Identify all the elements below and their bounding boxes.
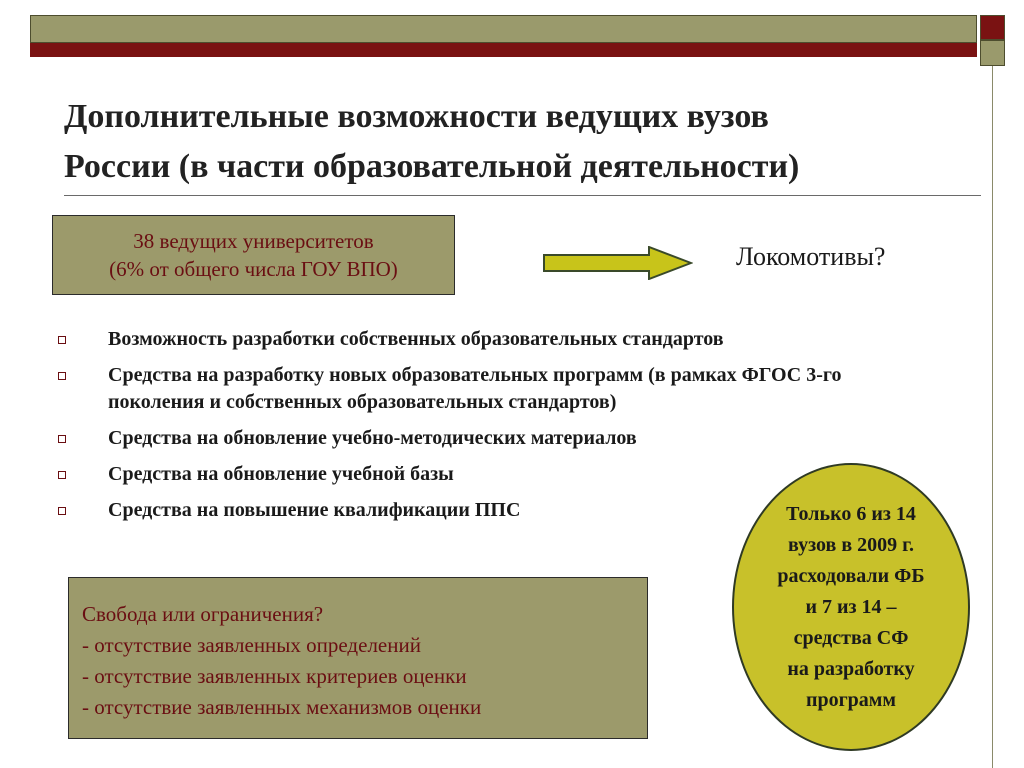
callout-line: средства СФ: [793, 626, 909, 649]
funding-callout-ellipse: [732, 463, 970, 751]
callout-line: на разработку: [787, 657, 915, 680]
hollow-square-bullet-icon: [58, 435, 66, 443]
title-divider: [64, 195, 981, 196]
callout-line: программ: [805, 688, 897, 711]
universities-box: [52, 215, 455, 295]
list-item-text: Средства на повышение квалификации ППС: [108, 499, 521, 521]
list-item: [52, 362, 932, 416]
lokomotivy-label: Локомотивы?: [736, 242, 886, 271]
hollow-square-bullet-icon: [58, 372, 66, 380]
corner-square-maroon: [980, 15, 1005, 40]
top-bar-maroon-stripe: [30, 43, 977, 57]
hollow-square-bullet-icon: [58, 507, 66, 515]
freedom-box-line: - отсутствие заявленных определений: [82, 633, 421, 657]
universities-box-line1: 38 ведущих университетов: [133, 229, 374, 253]
freedom-box-heading: Свобода или ограничения?: [82, 602, 324, 626]
freedom-box-line: - отсутствие заявленных критериев оценки: [82, 664, 467, 688]
top-decorative-bar: [30, 15, 977, 57]
hollow-square-bullet-icon: [58, 336, 66, 344]
list-item: [52, 326, 932, 353]
list-item-text: Возможность разработки собственных образовательных стандартов: [108, 328, 724, 350]
hollow-square-bullet-icon: [58, 471, 66, 479]
top-bar-olive-stripe: [30, 15, 977, 43]
list-item-text: Средства на обновление учебно-методических материалов: [108, 427, 637, 449]
universities-box-line2: (6% от общего числа ГОУ ВПО): [109, 257, 398, 281]
list-item-text: Средства на разработку новых образовательных программ (в рамках ФГОС 3-го поколения и собственных образовательных стандартов): [108, 364, 842, 413]
callout-line: вузов в 2009 г.: [788, 533, 914, 556]
slide-title: [64, 92, 944, 192]
slide-title-line1: Дополнительные возможности ведущих вузов: [64, 98, 769, 135]
list-item-text: Средства на обновление учебной базы: [108, 463, 454, 485]
corner-square-olive: [980, 40, 1005, 66]
callout-line: расходовали ФБ: [777, 564, 925, 587]
list-item: [52, 425, 932, 452]
callout-line: и 7 из 14 –: [805, 595, 897, 618]
right-arrow-icon: [543, 246, 693, 280]
freedom-box-line: - отсутствие заявленных механизмов оценки: [82, 695, 482, 719]
slide-title-line2: России (в части образовательной деятельности): [64, 148, 800, 185]
callout-line: Только 6 из 14: [786, 502, 916, 525]
freedom-or-restrictions-box: [68, 577, 648, 739]
right-vertical-line: [992, 66, 993, 768]
